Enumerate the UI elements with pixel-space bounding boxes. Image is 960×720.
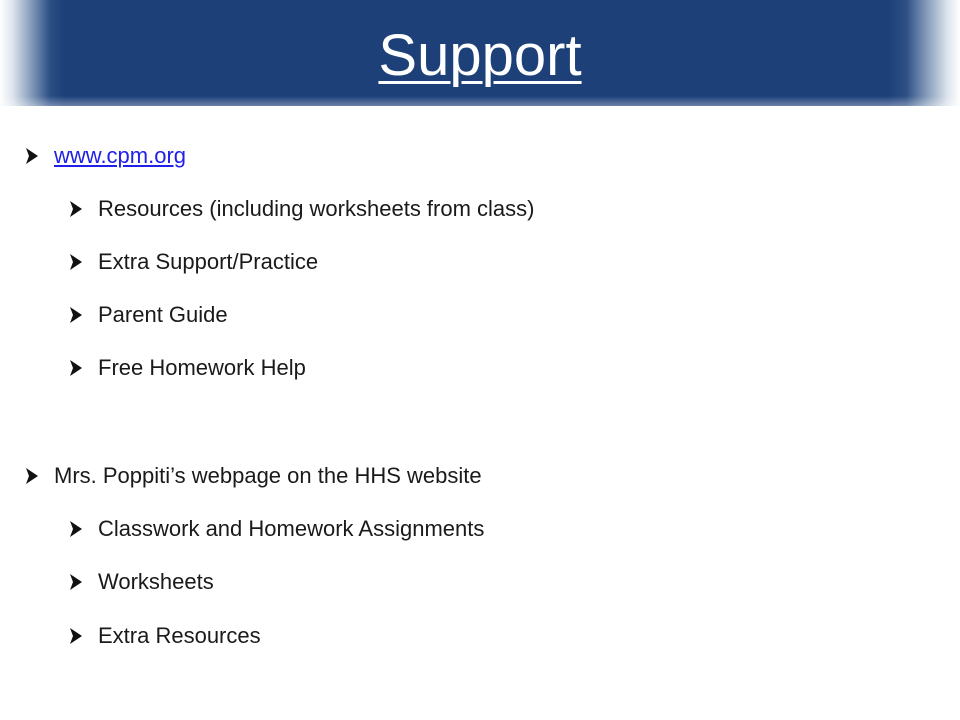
- arrowhead-bullet-icon: [26, 148, 38, 164]
- list-item: [70, 247, 318, 277]
- list-item-text: Extra Support/Practice: [98, 249, 319, 274]
- list-item: [70, 621, 261, 651]
- list-item: [70, 514, 484, 544]
- list-item-text: Parent Guide: [98, 302, 228, 327]
- bullet-cpm-link-row: [26, 141, 186, 171]
- cpm-website-link[interactable]: www.cpm.org: [54, 143, 187, 168]
- arrowhead-bullet-icon: [70, 628, 82, 644]
- list-item: [70, 567, 214, 597]
- list-item-text: Resources (including worksheets from class): [98, 196, 535, 221]
- arrowhead-bullet-icon: [26, 468, 38, 484]
- list-item-text: Extra Resources: [98, 623, 261, 648]
- arrowhead-bullet-icon: [70, 360, 82, 376]
- arrowhead-bullet-icon: [70, 574, 82, 590]
- list-item-text: Worksheets: [98, 569, 214, 594]
- arrowhead-bullet-icon: [70, 307, 82, 323]
- slide-title: Support: [378, 23, 582, 88]
- webpage-heading: Mrs. Poppiti’s webpage on the HHS website: [54, 463, 482, 488]
- list-item-text: Free Homework Help: [98, 355, 306, 380]
- list-item: [70, 353, 306, 383]
- title-bar: [0, 0, 960, 106]
- arrowhead-bullet-icon: [70, 521, 82, 537]
- arrowhead-bullet-icon: [70, 254, 82, 270]
- bullet-webpage-row: [26, 461, 482, 491]
- list-item: [70, 194, 535, 224]
- list-item-text: Classwork and Homework Assignments: [98, 516, 485, 541]
- list-item: [70, 300, 228, 330]
- arrowhead-bullet-icon: [70, 201, 82, 217]
